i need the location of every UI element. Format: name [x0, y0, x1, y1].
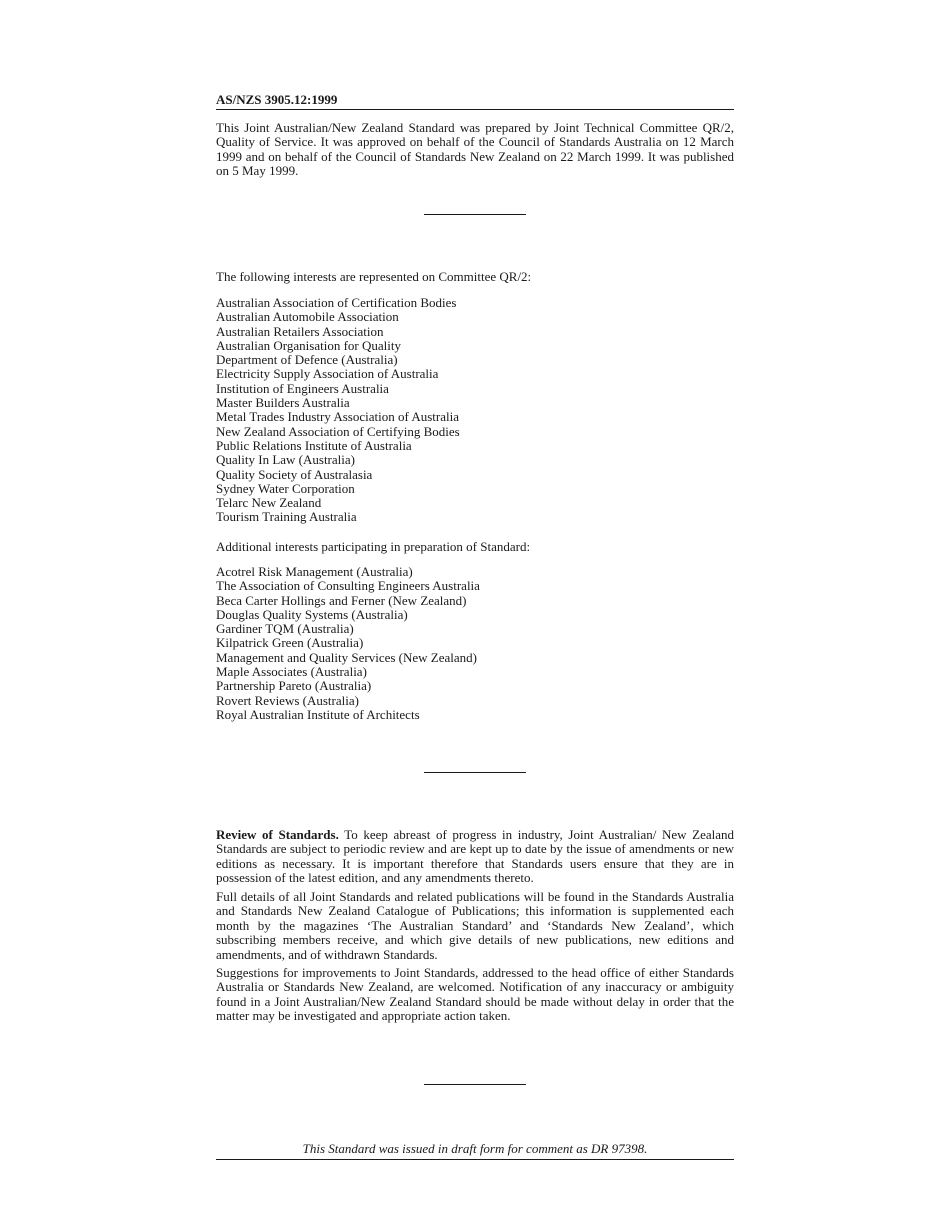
list-item: Quality In Law (Australia): [216, 452, 355, 468]
list-item: Australian Association of Certification Bodies: [216, 295, 457, 310]
list-item: Metal Trades Industry Association of Australia: [216, 409, 460, 425]
section-divider: [424, 1084, 526, 1085]
list-item: Partnership Pareto (Australia): [216, 678, 372, 694]
intro-paragraph: This Joint Australian/New Zealand Standard was prepared by Joint Technical Committee QR/2, Quality of Service. It was approved on behalf of the Council of Standards Australia on 12 March 1999 and on behalf of the Council of Standards New Zealand on 22 March 1999. It was published on 5 May 1999.: [216, 120, 734, 179]
list-item: Royal Australian Institute of Architects: [216, 706, 420, 722]
list-item: Institution of Engineers Australia: [216, 380, 389, 396]
list-item: Quality Society of Australasia: [216, 466, 373, 482]
list-item: Electricity Supply Association of Australia: [216, 366, 439, 382]
list-item: Acotrel Risk Management (Australia): [216, 564, 413, 579]
additional-interests-label: Additional interests participating in preparation of Standard:: [216, 539, 531, 554]
suggestions-paragraph: Suggestions for improvements to Joint Standards, addressed to the head office of either Standards Australia or Standards New Zealand, are welcomed. Notification of any inaccuracy or ambiguity found in a Joint Australian/New Zealand Standard should be made without delay in order that the matter may be investigated and appropriate action taken.: [216, 965, 734, 1024]
list-item: Australian Automobile Association: [216, 309, 399, 325]
list-item: Tourism Training Australia: [216, 509, 357, 525]
list-item: Sydney Water Corporation: [216, 480, 355, 496]
list-item: Beca Carter Hollings and Ferner (New Zealand): [216, 592, 467, 608]
list-item: The Association of Consulting Engineers Australia: [216, 578, 480, 594]
list-item: Kilpatrick Green (Australia): [216, 635, 364, 651]
list-item: Douglas Quality Systems (Australia): [216, 606, 408, 622]
review-heading: Review of Standards.: [216, 827, 339, 842]
list-item: Telarc New Zealand: [216, 495, 322, 511]
list-item: Public Relations Institute of Australia: [216, 437, 412, 453]
list-item: Rovert Reviews (Australia): [216, 692, 359, 708]
list-item: Maple Associates (Australia): [216, 664, 367, 680]
list-item: Gardiner TQM (Australia): [216, 621, 354, 637]
review-text: To keep abreast of progress in industry, Joint Australian/ New Zealand Standards are subject to periodic review and are kept up to date by the issue of amendments or new editions as necessary. It is important therefore that Standards users ensure that they are in possession of the latest edition, and any amendments thereto.: [216, 827, 734, 886]
section-divider: [424, 214, 526, 215]
list-item: Australian Organisation for Quality: [216, 337, 401, 353]
list-item: Master Builders Australia: [216, 395, 350, 411]
list-item: Australian Retailers Association: [216, 323, 384, 339]
committee-label: The following interests are represented on Committee QR/2:: [216, 269, 532, 284]
document-code: AS/NZS 3905.12:1999: [216, 92, 734, 110]
list-item: Management and Quality Services (New Zealand): [216, 649, 477, 665]
draft-note: This Standard was issued in draft form for comment as DR 97398.: [216, 1141, 734, 1160]
list-item: Department of Defence (Australia): [216, 352, 398, 368]
additional-interests-list: [216, 565, 734, 722]
list-item: New Zealand Association of Certifying Bodies: [216, 423, 460, 439]
section-divider: [424, 772, 526, 773]
committee-member-list: [216, 296, 734, 525]
document-page: [216, 0, 734, 1230]
details-paragraph: Full details of all Joint Standards and related publications will be found in the Standards Australia and Standards New Zealand Catalogue of Publications; this information is supplemented each month by the magazines ‘The Australian Standard’ and ‘Standards New Zealand’, which subscribing members receive, and which give details of new publications, new editions and amendments, and of withdrawn Standards.: [216, 889, 734, 962]
review-paragraph: [216, 828, 734, 886]
